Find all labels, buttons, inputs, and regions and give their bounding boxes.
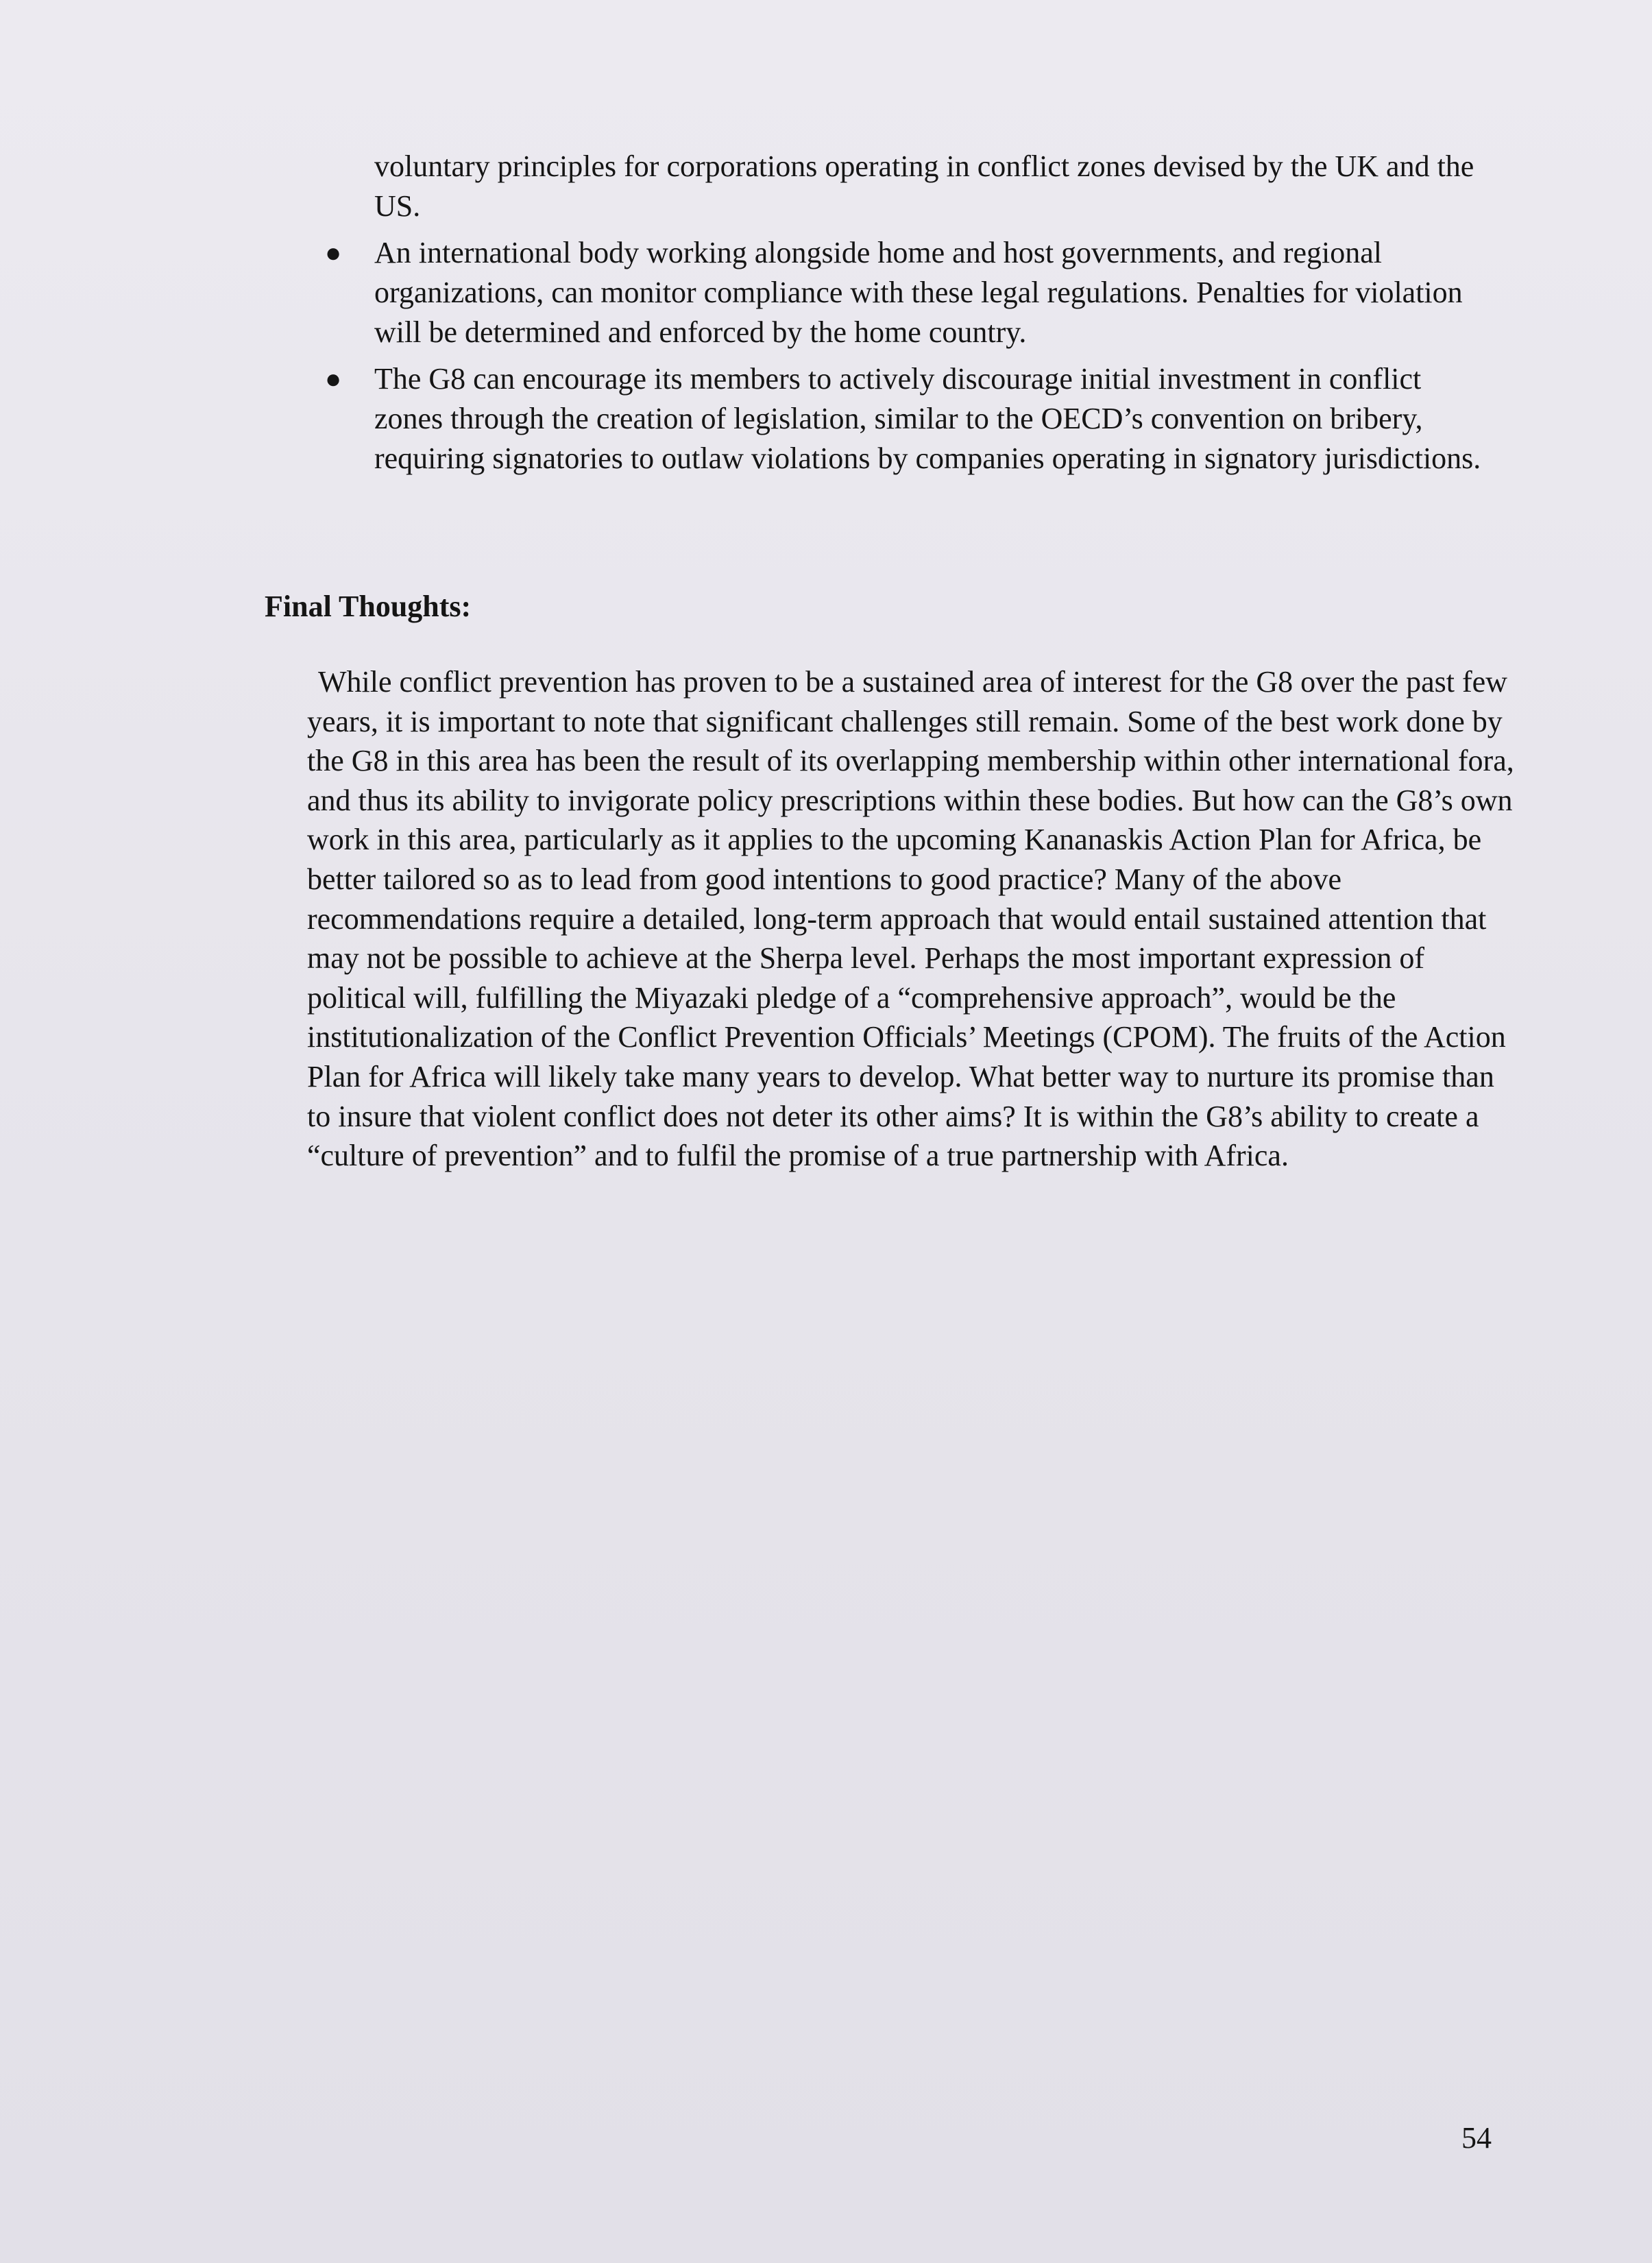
list-item — [322, 233, 1494, 352]
final-thoughts-paragraph: While conflict prevention has proven to be a sustained area of interest for the G8 over the past few years, it is important to note that significant challenges still remain. Some of the best work done by the G8 in this area has been the result of its overlapping membership within other international fora, and thus its ability to invigorate policy prescriptions within these bodies. But how can the G8’s own work in this area, particularly as it applies to the upcoming Kananaskis Action Plan for Africa, be better tailored so as to lead from good intentions to good practice? Many of the above recommendations require a detailed, long-term approach that would entail sustained attention that may not be possible to achieve at the Sherpa level. Perhaps the most important expression of political will, fulfilling the Miyazaki pledge of a “comprehensive approach”, would be the institutionalization of the Conflict Prevention Officials’ Meetings (CPOM). The fruits of the Action Plan for Africa will likely take many years to develop. What better way to nurture its promise than to insure that violent conflict does not deter its other aims? It is within the G8’s ability to create a “culture of prevention” and to fulfil the promise of a true partnership with Africa. — [307, 665, 1514, 1173]
list-item — [322, 147, 1494, 226]
bullet-icon: ● — [325, 363, 342, 394]
list-item — [322, 359, 1494, 479]
page-number: 54 — [1461, 2121, 1492, 2155]
list-item-text: The G8 can encourage its members to actively discourage initial investment in conflict zones through the creation of legislation, similar to the OECD’s convention on bribery, requiring signatories to outlaw violations by companies operating in signatory jurisdictions. — [374, 362, 1481, 475]
list-item-text: voluntary principles for corporations operating in conflict zones devised by the UK and the US. — [374, 149, 1474, 223]
section-heading: Final Thoughts: — [265, 590, 472, 623]
bullet-icon: ● — [325, 237, 342, 268]
recommendation-list — [322, 147, 1494, 485]
list-item-text: An international body working alongside home and host governments, and regional organizations, can monitor compliance with these legal regulations. Penalties for violation will be determined and enforced by the home country. — [374, 236, 1463, 349]
